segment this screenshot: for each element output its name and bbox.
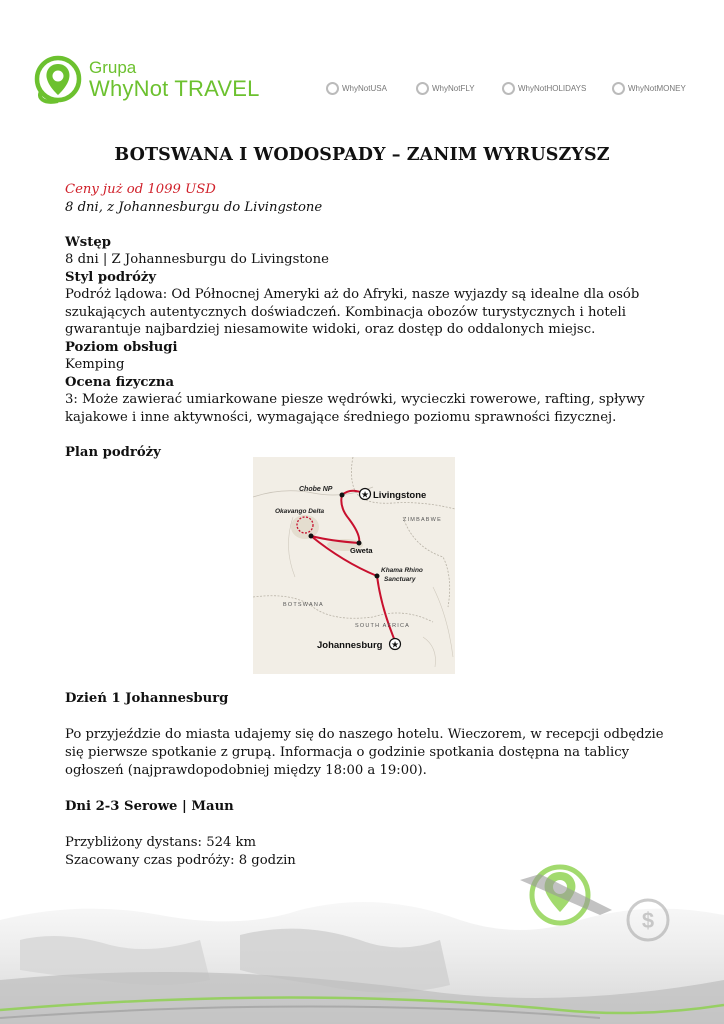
brand-name: WhyNot TRAVEL	[89, 76, 260, 101]
map-label-zimbabwe: ZIMBABWE	[403, 517, 442, 523]
svg-text:★: ★	[390, 640, 400, 651]
service-heading: Poziom obsługi	[65, 339, 178, 355]
sub-brand-logos	[320, 82, 690, 102]
map-label-gweta: Gweta	[350, 546, 373, 555]
map-label-khama-2: Sanctuary	[384, 576, 416, 583]
service-text: Kemping	[65, 357, 125, 372]
sub-brand-money	[612, 82, 686, 95]
sub-brand-fly	[416, 82, 475, 95]
style-text: Podróż lądowa: Od Północnej Ameryki aż do Afryki, nasze wyjazdy są idealne dla osób szukających autentycznych doświadczeń. Kombinacja obozów turystycznych i hoteli gwarantuje najbardziej niesamowite widoki, oraz dostęp do oddalonych miejsc.	[65, 287, 640, 337]
plan-heading: Plan podróży	[65, 444, 161, 460]
globe-ring-icon	[326, 82, 339, 95]
svg-text:$: $	[641, 908, 655, 933]
gweta-marker-icon	[357, 541, 362, 546]
day-2-3-duration: Szacowany czas podróży: 8 godzin	[65, 853, 296, 868]
trip-overview	[65, 181, 665, 461]
route-line: 8 dni, z Johannesburgu do Livingstone	[65, 199, 323, 215]
map-label-okavango: Okavango Delta	[275, 508, 325, 515]
day-2-3-distance: Przybliżony dystans: 524 km	[65, 835, 257, 850]
route-map-svg	[253, 457, 455, 674]
svg-text:★: ★	[360, 490, 370, 501]
sub-brand-label: WhyNotFLY	[432, 84, 475, 93]
day-2-3-heading: Dni 2-3 Serowe | Maun	[65, 799, 234, 814]
johannesburg-star-icon	[390, 639, 401, 651]
page-header	[0, 0, 724, 120]
globe-ring-icon	[416, 82, 429, 95]
day-1-paragraph: Po przyjeździe do miasta udajemy się do naszego hotelu. Wieczorem, w recepcji odbędzie się pierwsze spotkanie z grupą. Informacja o godzinie spotkania dostępna na tablicy ogłoszeń (najprawdopodobniej między 18:00 a 19:00).	[65, 727, 664, 778]
intro-heading: Wstęp	[65, 234, 111, 250]
livingstone-star-icon	[360, 489, 371, 501]
okavango-marker-icon	[309, 534, 314, 539]
map-label-johannesburg: Johannesburg	[317, 640, 383, 651]
sub-brand-holidays	[502, 82, 586, 95]
sub-brand-label: WhyNotMONEY	[628, 84, 686, 93]
globe-ring-icon	[612, 82, 625, 95]
fitness-text: 3: Może zawierać umiarkowane piesze wędrówki, wycieczki rowerowe, rafting, spływy kajakowe i inne aktywności, wymagające średniego poziomu sprawności fizycznej.	[65, 392, 645, 425]
globe-ring-icon	[502, 82, 515, 95]
chobe-marker-icon	[340, 493, 345, 498]
map-label-khama-1: Khama Rhino	[381, 567, 423, 574]
map-label-livingstone: Livingstone	[373, 490, 427, 501]
map-label-south-africa: SOUTH AFRICA	[355, 623, 411, 629]
sub-brand-label: WhyNotUSA	[342, 84, 387, 93]
map-label-botswana: BOTSWANA	[283, 602, 324, 608]
footer-world-map-decoration	[0, 860, 724, 1024]
route-map	[253, 457, 455, 674]
day-1-heading: Dzień 1 Johannesburg	[65, 691, 229, 706]
page-title: BOTSWANA I WODOSPADY – ZANIM WYRUSZYSZ	[114, 145, 610, 165]
map-label-chobe: Chobe NP	[299, 486, 333, 493]
intro-text: 8 dni | Z Johannesburgu do Livingstone	[65, 252, 329, 267]
style-heading: Styl podróży	[65, 269, 157, 285]
sub-brand-usa	[326, 82, 387, 95]
brand-prefix: Grupa	[89, 58, 137, 77]
whynot-globe-logo-icon	[34, 54, 82, 106]
price-line: Ceny już od 1099 USD	[65, 182, 216, 197]
sub-brand-label: WhyNotHOLIDAYS	[518, 84, 587, 93]
khama-marker-icon	[375, 574, 380, 579]
fitness-heading: Ocena fizyczna	[65, 374, 175, 390]
itinerary-days	[65, 690, 665, 870]
